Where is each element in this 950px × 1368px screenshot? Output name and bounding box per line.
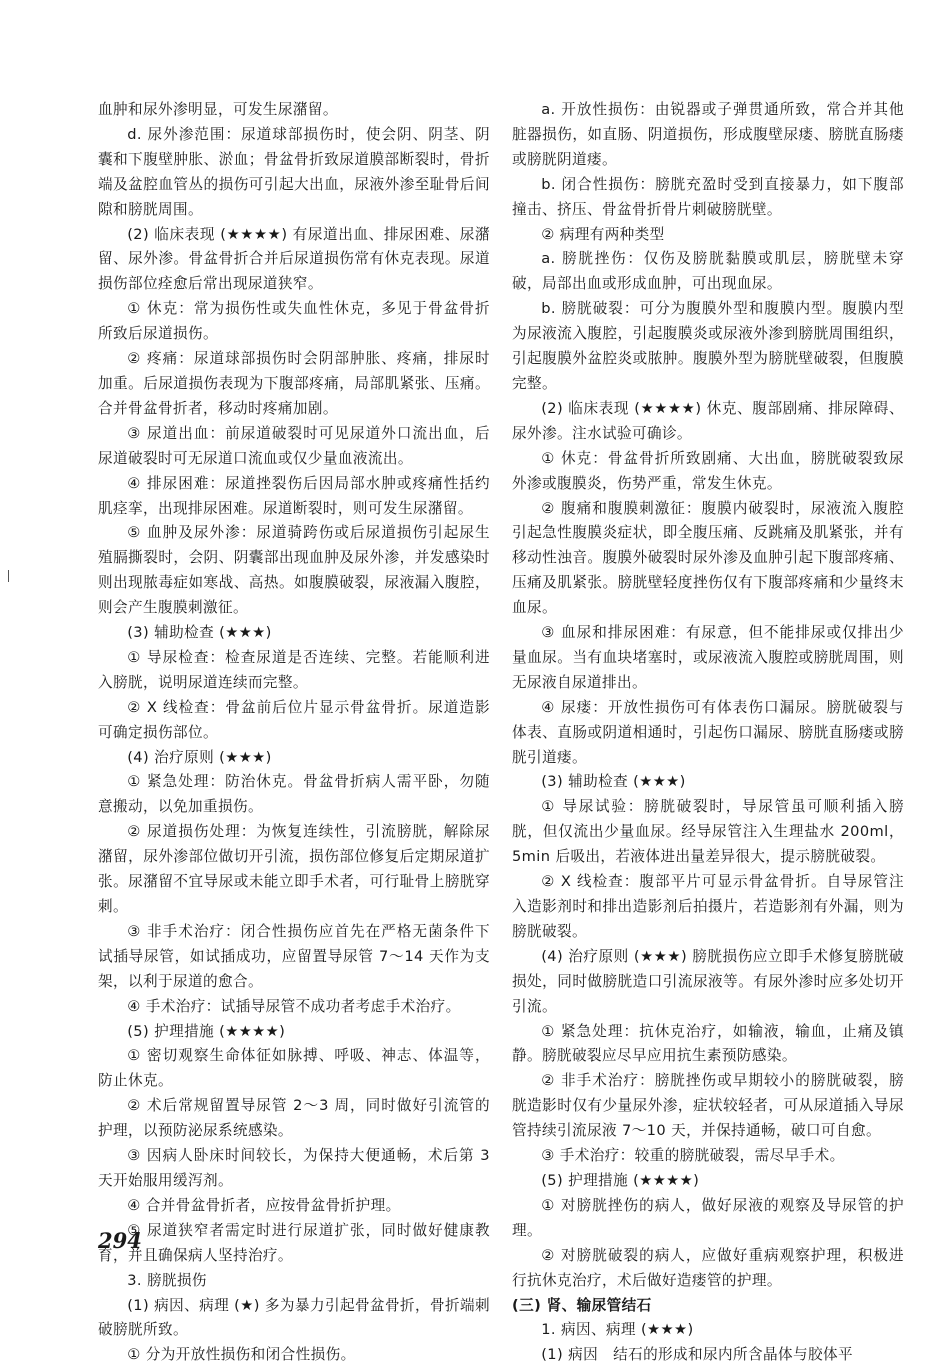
paragraph: ① 导尿试验：膀胱破裂时，导尿管虽可顺利插入膀胱，但仅流出少量血尿。经导尿管注入生理盐水 200ml，5min 后吸出，若液体进出量差异很大，提示膀胱破裂。: [512, 798, 904, 866]
paragraph: ③ 手术治疗：较重的膀胱破裂，需尽早手术。: [541, 1147, 845, 1165]
paragraph: ① 紧急处理：抗休克治疗，如输液，输血，止痛及镇静。膀胱破裂应尽早应用抗生素预防感染。: [512, 1022, 904, 1065]
paragraph: (2) 临床表现 (★★★★) 有尿道出血、排尿困难、尿潴留、尿外渗。骨盆骨折合并后尿道损伤常有休克表现。尿道损伤部位痊愈后常出现尿道狭窄。: [98, 225, 490, 293]
paragraph: ① 休克：常为损伤性或失血性休克，多见于骨盆骨折所致后尿道损伤。: [98, 300, 490, 343]
paragraph: ② X 线检查：腹部平片可显示骨盆骨折。自导尿管注入造影剂时和排出造影剂后拍摄片，若造影剂有外漏，则为膀胱破裂。: [512, 873, 904, 940]
paragraph: ② X 线检查：骨盆前后位片显示骨盆骨折。尿道造影可确定损伤部位。: [98, 698, 490, 741]
paragraph: ① 导尿检查：检查尿道是否连续、完整。若能顺利进入膀胱，说明尿道连续而完整。: [98, 648, 490, 691]
paragraph: ⑤ 血肿及尿外渗：尿道骑跨伤或后尿道损伤引起尿生殖膈撕裂时，会阴、阴囊部出现血肿及尿外渗，并发感染时则出现脓毒症如寒战、高热。如腹膜破裂，尿液漏入腹腔，则会产生腹膜刺激征。: [98, 524, 490, 617]
page-number: 294: [98, 1228, 142, 1253]
paragraph: ④ 排尿困难：尿道挫裂伤后因局部水肿或疼痛性括约肌痉挛，出现排尿困难。尿道断裂时，则可发生尿潴留。: [98, 474, 490, 517]
paragraph: (1) 病因 结石的形成和尿内所含晶体与胶体平: [541, 1346, 853, 1364]
paragraph: ④ 合并骨盆骨折者，应按骨盆骨折护理。: [127, 1196, 401, 1214]
paragraph: (4) 治疗原则 (★★★): [127, 748, 272, 766]
paragraph: ② 疼痛：尿道球部损伤时会阴部肿胀、疼痛，排尿时加重。后尿道损伤表现为下腹部疼痛，局部肌紧张、压痛。合并骨盆骨折者，移动时疼痛加剧。: [98, 350, 490, 417]
paragraph: d. 尿外渗范围：尿道球部损伤时，使会阴、阴茎、阴囊和下腹壁肿胀、淤血；骨盆骨折致尿道膜部断裂时，骨折端及盆腔血管丛的损伤可引起大出血，尿液外渗至耻骨后间隙和膀胱周围。: [98, 125, 490, 218]
paragraph: (4) 治疗原则 (★★★) 膀胱损伤应立即手术修复膀胱破损处，同时做膀胱造口引流尿液等。有尿外渗时应多处切开引流。: [512, 947, 904, 1015]
paragraph: ③ 因病人卧床时间较长，为保持大便通畅，术后第 3 天开始服用缓泻剂。: [98, 1147, 490, 1189]
paragraph: a. 开放性损伤：由锐器或子弹贯通所致，常合并其他脏器损伤，如直肠、阴道损伤，形成腹壁尿瘘、膀胱直肠瘘或膀胱阴道瘘。: [512, 101, 904, 168]
paragraph: ② 腹痛和腹膜刺激征：腹膜内破裂时，尿液流入腹腔引起急性腹膜炎症状，即全腹压痛、反跳痛及肌紧张，并有移动性浊音。腹膜外破裂时尿外渗及血肿引起下腹部疼痛、压痛及肌紧张。膀胱壁轻度挫伤仅有下腹部疼痛和少量终末血尿。: [512, 499, 904, 617]
paragraph: ③ 非手术治疗：闭合性损伤应首先在严格无菌条件下试插导尿管，如试插成功，应留置导尿管 7～14 天作为支架，以利于尿道的愈合。: [98, 922, 490, 990]
paragraph: ① 密切观察生命体征如脉搏、呼吸、神志、体温等，防止休克。: [98, 1047, 490, 1090]
margin-mark: [8, 570, 9, 582]
paragraph: a. 膀胱挫伤：仅伤及膀胱黏膜或肌层，膀胱壁未穿破，局部出血或形成血肿，可出现血尿。: [512, 250, 904, 293]
paragraph: ③ 血尿和排尿困难：有尿意，但不能排尿或仅排出少量血尿。当有血块堵塞时，或尿液流入腹腔或膀胱周围，则无尿液自尿道排出。: [512, 624, 904, 691]
paragraph: (2) 临床表现 (★★★★) 休克、腹部剧痛、排尿障碍、尿外渗。注水试验可确诊。: [512, 399, 904, 442]
paragraph: ② 术后常规留置导尿管 2～3 周，同时做好引流管的护理，以预防泌尿系统感染。: [98, 1097, 490, 1140]
paragraph: ① 紧急处理：防治休克。骨盆骨折病人需平卧，勿随意搬动，以免加重损伤。: [98, 773, 490, 816]
paragraph: ① 对膀胱挫伤的病人，做好尿液的观察及导尿管的护理。: [512, 1196, 904, 1239]
paragraph: (5) 护理措施 (★★★★): [127, 1022, 286, 1040]
paragraph: ④ 尿瘘：开放性损伤可有体表伤口漏尿。膀胱破裂与体表、直肠或阴道相通时，引起伤口漏尿、膀胱直肠瘘或膀胱引道瘘。: [512, 698, 904, 766]
paragraph: ② 对膀胱破裂的病人，应做好重病观察护理，积极进行抗休克治疗，术后做好造瘘管的护理。: [512, 1246, 904, 1289]
paragraph: ① 分为开放性损伤和闭合性损伤。: [127, 1346, 356, 1364]
paragraph: ② 病理有两种类型: [541, 225, 665, 243]
paragraph: 血肿和尿外渗明显，可发生尿潴留。: [98, 101, 338, 118]
paragraph: 1. 病因、病理 (★★★): [541, 1321, 694, 1339]
paragraph: ② 非手术治疗：膀胱挫伤或早期较小的膀胱破裂，膀胱造影时仅有少量尿外渗，症状较轻者，可从尿道插入导尿管持续引流尿液 7～10 天，并保持通畅，破口可自愈。: [512, 1072, 904, 1140]
paragraph: (3) 辅助检查 (★★★): [127, 624, 272, 642]
paragraph: b. 闭合性损伤：膀胱充盈时受到直接暴力，如下腹部撞击、挤压、骨盆骨折骨片刺破膀胱壁。: [512, 175, 904, 218]
right-column: [512, 98, 904, 1368]
paragraph: ① 休克：骨盆骨折所致剧痛、大出血，膀胱破裂致尿外渗或腹膜炎，伤势严重，常发生休克。: [512, 449, 904, 492]
left-column: [98, 98, 490, 1368]
paragraph: (5) 护理措施 (★★★★): [541, 1171, 700, 1189]
paragraph: 3. 膀胱损伤: [127, 1271, 207, 1289]
paragraph: ② 尿道损伤处理：为恢复连续性，引流膀胱，解除尿潴留，尿外渗部位做切开引流，损伤部位修复后定期尿道扩张。尿潴留不宜导尿或未能立即手术者，可行耻骨上膀胱穿刺。: [98, 823, 490, 915]
paragraph: ④ 手术治疗：试插导尿管不成功者考虑手术治疗。: [127, 997, 461, 1015]
paragraph: ③ 尿道出血：前尿道破裂时可见尿道外口流出血，后尿道破裂时可无尿道口流血或仅少量血液流出。: [98, 424, 490, 467]
section-heading: (三) 肾、输尿管结石: [512, 1296, 652, 1314]
paragraph: ⑤ 尿道狭窄者需定时进行尿道扩张，同时做好健康教育，并且确保病人坚持治疗。: [98, 1221, 490, 1264]
paragraph: (1) 病因、病理 (★) 多为暴力引起骨盆骨折，骨折端刺破膀胱所致。: [98, 1296, 490, 1339]
paragraph: (3) 辅助检查 (★★★): [541, 773, 686, 791]
paragraph: b. 膀胱破裂：可分为腹膜外型和腹膜内型。腹膜内型为尿液流入腹腔，引起腹膜炎或尿液外渗到膀胱周围组织，引起腹膜外盆腔炎或脓肿。腹膜外型为膀胱壁破裂，但腹膜完整。: [512, 300, 904, 392]
